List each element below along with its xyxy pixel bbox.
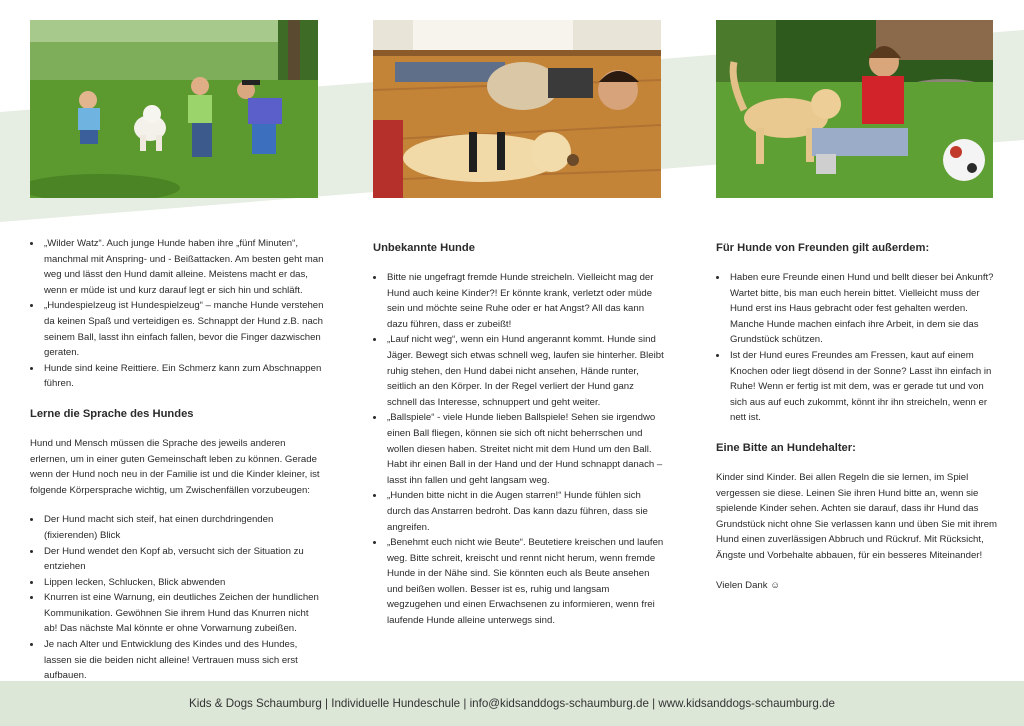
bullet-list-friends-dogs [716,270,998,426]
column-right [716,240,998,593]
photo-boy-with-labrador-and-ball [716,20,993,198]
list-item: • „Benehmt euch nicht wie Beute“. Beutetiere kreischen und laufen weg. Bitte schreit, kreischt und rennt nicht herum, wenn fremde Hunde in der Nähe sind. Sie könnten euch als Beute ansehen und beißen wollen. Besser ist es, ruhig und langsam wegzugehen und einen Erwachsenen zu informieren, wenn frei laufende Hunde alleine unterwegs sind. [385,535,665,629]
list-item: • Der Hund wendet den Kopf ab, versucht sich der Situation zu entziehen [42,544,324,575]
footer-contact-text: Kids & Dogs Schaumburg | Individuelle Hundeschule | info@kidsanddogs-schaumburg.de | www.kidsanddogs-schaumburg.de [189,697,835,710]
footer-contact-bar [0,681,1024,726]
list-item: • Ist der Hund eures Freundes am Fressen, kaut auf einem Knochen oder liegt dösend in der Sonne? Lasst ihn einfach in Ruhe! Wenn er fertig ist mit dem, was er gerade tut und von sich aus auf euch zukommt, könnt ihr ihn streicheln, wenn er nett ist. [728,348,998,426]
bullet-list-playing-tips [30,236,324,392]
list-item: • „Hundespielzeug ist Hundespielzeug“ – manche Hunde verstehen da keinen Spaß und verteidigen es. Schnappt der Hund z.B. nach seinem Ball, lasst ihn einfach fallen, bevor die Finger dazwischen geraten. [42,298,324,360]
photo-children-with-puppy [30,20,318,198]
list-item: • Der Hund macht sich steif, hat einen durchdringenden (fixierenden) Blick [42,512,324,543]
list-item: • „Ballspiele“ - viele Hunde lieben Ballspiele! Sehen sie irgendwo einen Ball fliegen, können sie sich oft nicht beherrschen und wollen diesen haben. Streitet nicht mit dem Hund um den Ball. Habt ihr einen Ball in der Hand und der Hund schnappt danach – lasst ihn fallen und geht langsam weg. [385,410,665,488]
column-left [30,236,324,684]
section-heading-friends-dogs: Für Hunde von Freunden gilt außerdem: [716,242,930,254]
list-item: • Lippen lecken, Schlucken, Blick abwenden [42,575,324,591]
column-middle [373,240,665,629]
section-heading-unknown-dogs: Unbekannte Hunde [373,242,475,254]
thank-you-text: Vielen Dank ☺ [716,579,781,591]
list-item: • Hunde sind keine Reittiere. Ein Schmerz kann zum Abschnappen führen. [42,361,324,392]
list-item: • „Lauf nicht weg“, wenn ein Hund angerannt kommt. Hunde sind Jäger. Bewegt sich etwas schnell weg, laufen sie hinterher. Bleibt ruhig stehen, den Hund dabei nicht ansehen, Hände runter, seitlich an den Körper. In der Regel verliert der Hund ganz schnell das Interesse, schnuppert und geht weiter. [385,332,665,410]
photo-boy-with-puppy-on-floor [373,20,661,198]
list-item: • Je nach Alter und Entwicklung des Kindes und des Hundes, lassen sie die beiden nicht alleine! Vertrauen muss sich erst aufbauen. [42,637,324,684]
list-item: • Knurren ist eine Warnung, ein deutliches Zeichen der hundlichen Kommunikation. Gewöhnen Sie ihrem Hund das Knurren nicht ab! Das nächste Mal könnte er ohne Vorwarnung zubeißen. [42,590,324,637]
paragraph-request-to-owners: Kinder sind Kinder. Bei allen Regeln die sie lernen, im Spiel vergessen sie diese. Leinen Sie ihren Hund bitte an, wenn sie spielende Kinder sehen. Achten sie darauf, dass ihr Hund das Grundstück nicht ohne Sie verlassen kann und üben Sie mit ihrem Hund einen zuverlässigen Abbruch und Rückruf. Mit Rücksicht, Ängste und Vorbehalte abbauen, für ein besseres Miteinander! [716,471,998,561]
section-heading-request-to-owners: Eine Bitte an Hundehalter: [716,441,856,454]
list-item: • „Wilder Watz“. Auch junge Hunde haben ihre „fünf Minuten“, manchmal mit Anspring- und - Beißattacken. Am besten geht man weg und lässt den Hund damit alleine. Meistens macht er das, wenn er müde ist und kurz darauf legt er sich hin und schläft. [42,236,324,298]
list-item: • Haben eure Freunde einen Hund und bellt dieser bei Ankunft? Wartet bitte, bis man euch herein bittet. Vielleicht muss der Hund erst ins Haus gebracht oder fest gehalten werden. Manche Hunde machen einfach ihre Arbeit, in dem sie das Grundstück schützen. [728,270,998,348]
list-item: • „Hunden bitte nicht in die Augen starren!“ Hunde fühlen sich durch das Anstarren bedroht. Das kann dazu führen, dass sie angreifen. [385,488,665,535]
bullet-list-unknown-dogs [373,270,665,629]
paragraph-dog-language: Hund und Mensch müssen die Sprache des jeweils anderen erlernen, um in einer guten Gemeinschaft leben zu können. Gerade wenn der Hund noch neu in der Familie ist und die Kinder kleiner, ist folgende Körpersprache wichtig, um Zwischenfällen vorzubeugen: [30,437,320,496]
list-item: • Bitte nie ungefragt fremde Hunde streicheln. Vielleicht mag der Hund auch keine Kinder?! Er könnte krank, verletzt oder müde sein und möchte seine Ruhe oder er hat Angst? All das kann dazu führen, dass er zubeißt! [385,270,665,332]
section-heading-dog-language: Lerne die Sprache des Hundes [30,407,194,420]
bullet-list-body-language [30,512,324,684]
